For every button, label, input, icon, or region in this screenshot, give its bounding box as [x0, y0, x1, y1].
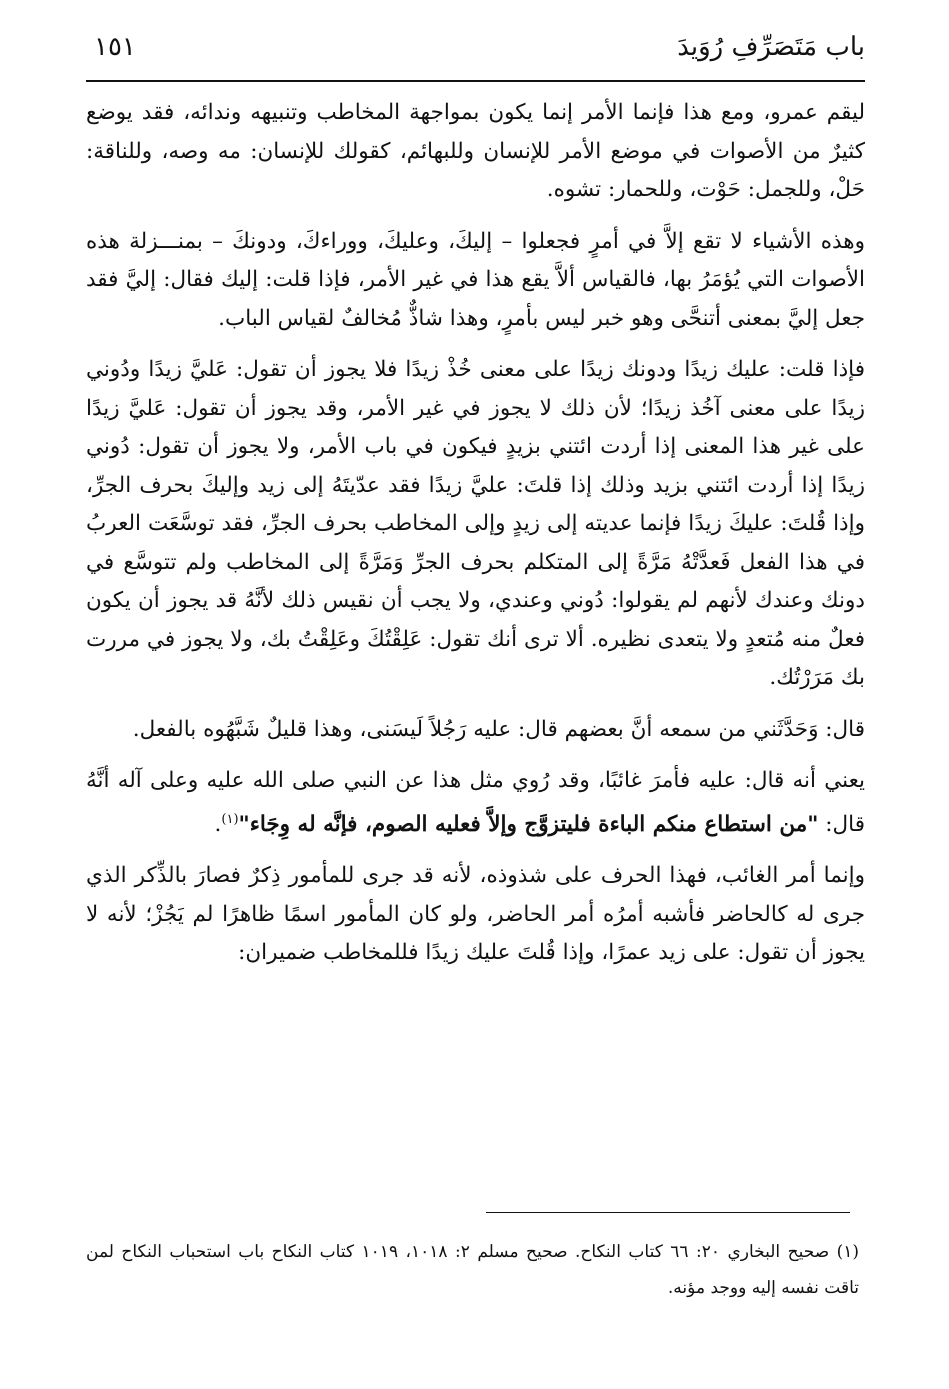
footnote-rule	[486, 1212, 850, 1213]
footnote-1: (١) صحيح البخاري ٢٠: ٦٦ كتاب النكاح. صحيح مسلم ٢: ١٠١٨، ١٠١٩ كتاب النكاح باب استحباب النكاح لمن تاقت نفسه إليه ووجد مؤنه.	[86, 1242, 859, 1298]
hadith-end: .	[214, 811, 222, 837]
page-number: ١٥١	[94, 32, 136, 62]
paragraph-6: وإنما أمر الغائب، فهذا الحرف على شذوذه، لأنه قد جرى للمأمور ذِكرٌ فصارَ بالذِّكر الذي جرى له كالحاضر فأشبه أمرُه أمر الحاضر، ولو كان المأمور اسمًا ظاهرًا لم يَجُزْ؛ لأنه لا يجوز أن تقول: على زيد عمرًا، وإذا قُلتَ عليك زيدًا فللمخاطب ضميران:	[86, 863, 865, 966]
paragraph-2: وهذه الأشياء لا تقع إلاَّ في أمرٍ فجعلوا – إليكَ، وعليكَ، ووراءكَ، ودونكَ – بمنـــزلة هذه الأصوات التي يُؤمَرُ بها، فالقياس ألاَّ يقع هذا في غير الأمر، فإذا قلت: إليك فقال: إليَّ فقد جعل إليَّ بمعنى أتنحَّى وهو خبر ليس بأمرٍ، وهذا شاذٌّ مُخالفٌ لقياس الباب.	[86, 228, 865, 331]
page-header	[86, 28, 865, 78]
paragraph-hadith	[86, 762, 865, 844]
body-text	[86, 94, 865, 986]
paragraph-3: فإذا قلت: عليك زيدًا ودونك زيدًا على معنى خُذْ زيدًا فلا يجوز أن تقول: عَليَّ زيدًا ودُوني زيدًا على معنى آخُذ زيدًا؛ لأن ذلك لا يجوز في غير الأمر، وقد يجوز أن تقول: عَليَّ زيدًا على غير هذا المعنى إذا أردت ائتني بزيدٍ فيكون في باب الأمر، ولا يجوز أن تقول: دُوني زيدًا إذا أردت ائتني بزيد وذلك إذا قلتَ: عليَّ زيدًا فقد عدّيتَهُ إلى زيد وإليكَ بحرف الجرِّ، وإذا قُلتَ: عليكَ زيدًا فإنما عديته إلى زيدٍ وإلى المخاطب بحرف الجرِّ، فقد توسَّعَت العربُ في هذا الفعل فَعدَّتْهُ مَرَّةً إلى المتكلم بحرف الجرِّ وَمَرَّةً إلى المخاطب ولم تتوسَّع في دونك وعندك لأنهم لم يقولوا: دُوني وعندي، ولا يجب أن نقيس ذلك لأنَّهُ قد يجوز أن يكون فعلٌ منه مُتعدٍ ولا يتعدى نظيره. ألا ترى أنك تقول: عَلِقْتُكَ وعَلِقْتُ بك، ولا يجوز في مررت بك مَرَرْتُك.	[86, 357, 865, 690]
running-title: باب مَتَصَرِّفِ رُوَيدَ	[677, 32, 865, 62]
footnote-ref: (١)	[221, 811, 239, 827]
paragraph-1: ليقم عمرو، ومع هذا فإنما الأمر إنما يكون بمواجهة المخاطب وتنبيهه وندائه، فقد يوضع كثيرٌ من الأصوات في موضع الأمر للإنسان وللبهائم، كقولك للإنسان: مه وصه، وللناقة: حَلْ، وللجمل: حَوْت، وللحمار: تشوه.	[86, 100, 865, 202]
header-rule	[86, 80, 865, 82]
paragraph-4: قال: وَحَدَّثَني من سمعه أنَّ بعضهم قال: عليه رَجُلاً لَيسَنى، وهذا قليلٌ شَبَّهُوه بالفعل.	[132, 716, 865, 742]
hadith-quote: "من استطاع منكم الباءة فليتزوَّج وإلاَّ فعليه الصوم، فإنَّه له وِجَاء"	[238, 811, 819, 837]
footnotes	[86, 1234, 859, 1306]
hadith-intro: يعني أنه قال: عليه فأمرَ غائبًا، وقد رُوي مثل هذا عن النبي صلى الله عليه وعلى آله أنَّهُ قال:	[86, 768, 865, 837]
